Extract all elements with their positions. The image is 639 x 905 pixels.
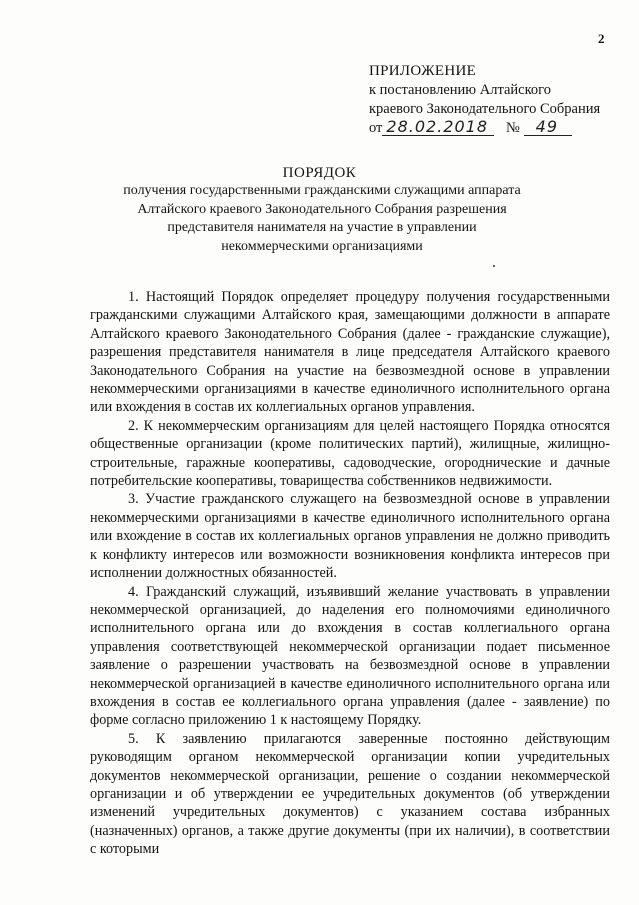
handwritten-number: 49 bbox=[524, 119, 572, 136]
paragraph-2: 2. К некоммерческим организациям для целей настоящего Порядка относятся общественные организации (кроме политических партий), жилищные, жилищно-строительные, гаражные кооперативы, садоводческие, огороднические и дачные потребительские кооперативы, товарищества собственников недвижимости. bbox=[90, 417, 610, 490]
paragraph-3: 3. Участие гражданского служащего на безвозмездной основе в управлении некоммерческими организациями в качестве единоличного исполнительного органа или вхождение в состав их коллегиальных органов управления не должно приводить к конфликту интересов или возможности возникновения конфликта интересов при исполнении должностных обязанностей. bbox=[90, 491, 610, 582]
number-prefix: № bbox=[506, 120, 520, 136]
handwritten-date: 28.02.2018 bbox=[382, 119, 494, 136]
appendix-line-1: к постановлению Алтайского bbox=[369, 82, 551, 98]
date-prefix: от bbox=[369, 120, 383, 136]
page-number: 2 bbox=[598, 31, 605, 46]
document-body bbox=[90, 288, 610, 859]
appendix-date-number-line bbox=[369, 119, 624, 138]
appendix-block bbox=[369, 62, 624, 138]
paragraph-1: 1. Настоящий Порядок определяет процедуру получения государственными гражданскими служащими Алтайского края, замещающими должности в аппарате Алтайского краевого Законодательного Собрания (далее - гражданские служащие), разрешения представителя нанимателя в лице председателя Алтайского краевого Законодательного Собрания на участие на безвозмездной основе в управлении некоммерческими организациями в качестве единоличного исполнительного органа или вхождения в состав их коллегиальных органов управления. bbox=[90, 289, 610, 416]
document-subtitle: получения государственными гражданскими служащими аппарата Алтайского краевого Законодательного Собрания разрешения представителя нанимателя на участие в управлении некоммерческими организациями bbox=[123, 183, 521, 254]
appendix-line-2: краевого Законодательного Собрания bbox=[369, 101, 601, 117]
paragraph-4: 4. Гражданский служащий, изъявивший желание участвовать в управлении некоммерческой организацией, до наделения его полномочиями единоличного исполнительного органа или до вхождения в состав коллегиального органа управления соответствующей некоммерческой организации подает письменное заявление о разрешении участвовать на безвозмездной основе в управлении некоммерческой организацией в качестве единоличного исполнительного органа или вхождения в состав ее коллегиального органа управления (далее - заявление) по форме согласно приложению 1 к настоящему Порядку. bbox=[90, 583, 610, 729]
scan-speck bbox=[493, 265, 495, 267]
appendix-heading: ПРИЛОЖЕНИЕ bbox=[369, 63, 477, 79]
document-title: ПОРЯДОК bbox=[282, 165, 357, 181]
paragraph-5: 5. К заявлению прилагаются заверенные постоянно действующим руководящим органом некоммерческой организации копии учредительных документов некоммерческой организации, решение о создании некоммерческой организации и об утверждении ее учредительных документов (об утверждении изменений учредительных документов) с указанием состава избранных (назначенных) органов, а также другие документы (при их наличии), в соответствии с которыми bbox=[90, 730, 610, 858]
